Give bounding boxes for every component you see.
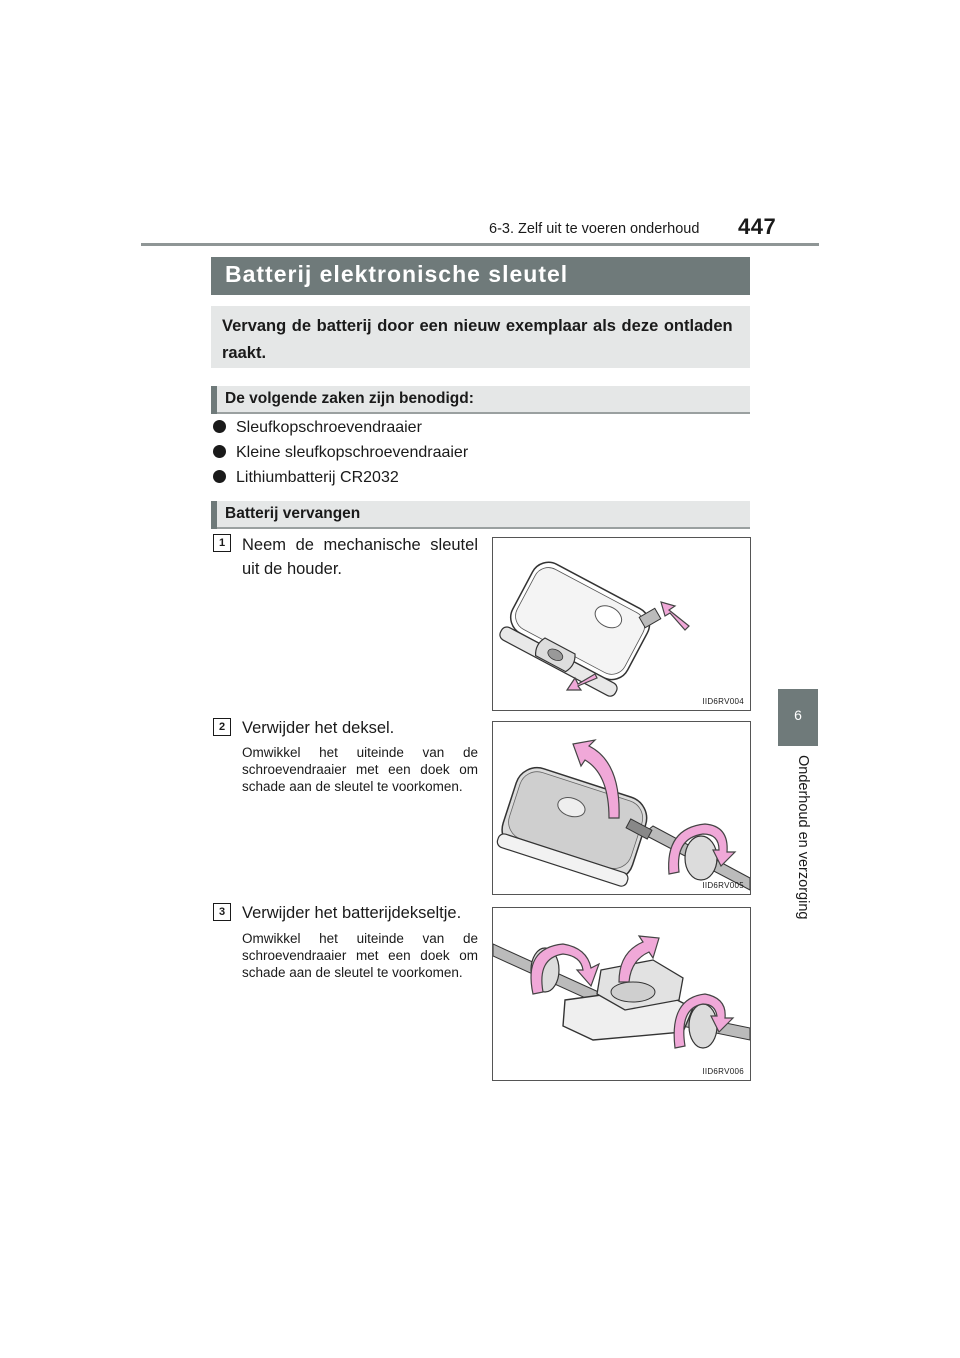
- key-removal-illustration: [493, 538, 750, 710]
- figure-step-2: [492, 721, 751, 895]
- replace-battery-heading-text: Batterij vervangen: [225, 505, 361, 522]
- step-number-1: 1: [213, 534, 231, 552]
- page-title: Batterij elektronische sleutel: [225, 261, 569, 287]
- list-item-text: Kleine sleufkopschroevendraaier: [236, 444, 469, 461]
- bullet-icon: [213, 470, 226, 483]
- chapter-title: Onderhoud en verzorging: [795, 755, 811, 920]
- figure-code: IID6RV005: [702, 881, 744, 890]
- list-item: [213, 444, 468, 462]
- list-item-text: Lithiumbatterij CR2032: [236, 469, 399, 486]
- heading-accent-bar: [211, 386, 217, 414]
- step-number-2: 2: [213, 718, 231, 736]
- required-items-heading-text: De volgende zaken zijn benodigd:: [225, 390, 474, 407]
- list-item: [213, 419, 422, 437]
- figure-code: IID6RV004: [702, 697, 744, 706]
- chapter-number: 6: [794, 707, 802, 723]
- step-1-text: Neem de mechanische sleutel uit de houder.: [242, 536, 478, 578]
- figure-step-1: [492, 537, 751, 711]
- cover-removal-illustration: [493, 722, 750, 894]
- figure-code: IID6RV006: [702, 1067, 744, 1076]
- list-item-text: Sleufkopschroevendraaier: [236, 419, 422, 436]
- figure-step-3: [492, 907, 751, 1081]
- section-reference: 6-3. Zelf uit te voeren onderhoud: [489, 221, 700, 237]
- intro-text: Vervang de batterij door een nieuw exemplaar als deze ontladen raakt.: [222, 317, 733, 362]
- step-2-note: Omwikkel het uiteinde van de schroevendraaier met een doek om schade aan de sleutel te voorkomen.: [242, 745, 478, 794]
- step-2-text: Verwijder het deksel.: [242, 719, 395, 737]
- header-divider: [141, 243, 819, 246]
- bullet-icon: [213, 420, 226, 433]
- step-number-3: 3: [213, 903, 231, 921]
- page-number: 447: [738, 214, 777, 239]
- replace-battery-heading: [211, 501, 750, 529]
- heading-accent-bar: [211, 501, 217, 529]
- bullet-icon: [213, 445, 226, 458]
- battery-cover-removal-illustration: [493, 908, 750, 1080]
- required-items-heading: [211, 386, 750, 414]
- list-item: [213, 469, 399, 487]
- step-3-note: Omwikkel het uiteinde van de schroevendraaier met een doek om schade aan de sleutel te voorkomen.: [242, 931, 478, 980]
- step-3-text: Verwijder het batterijdekseltje.: [242, 904, 462, 922]
